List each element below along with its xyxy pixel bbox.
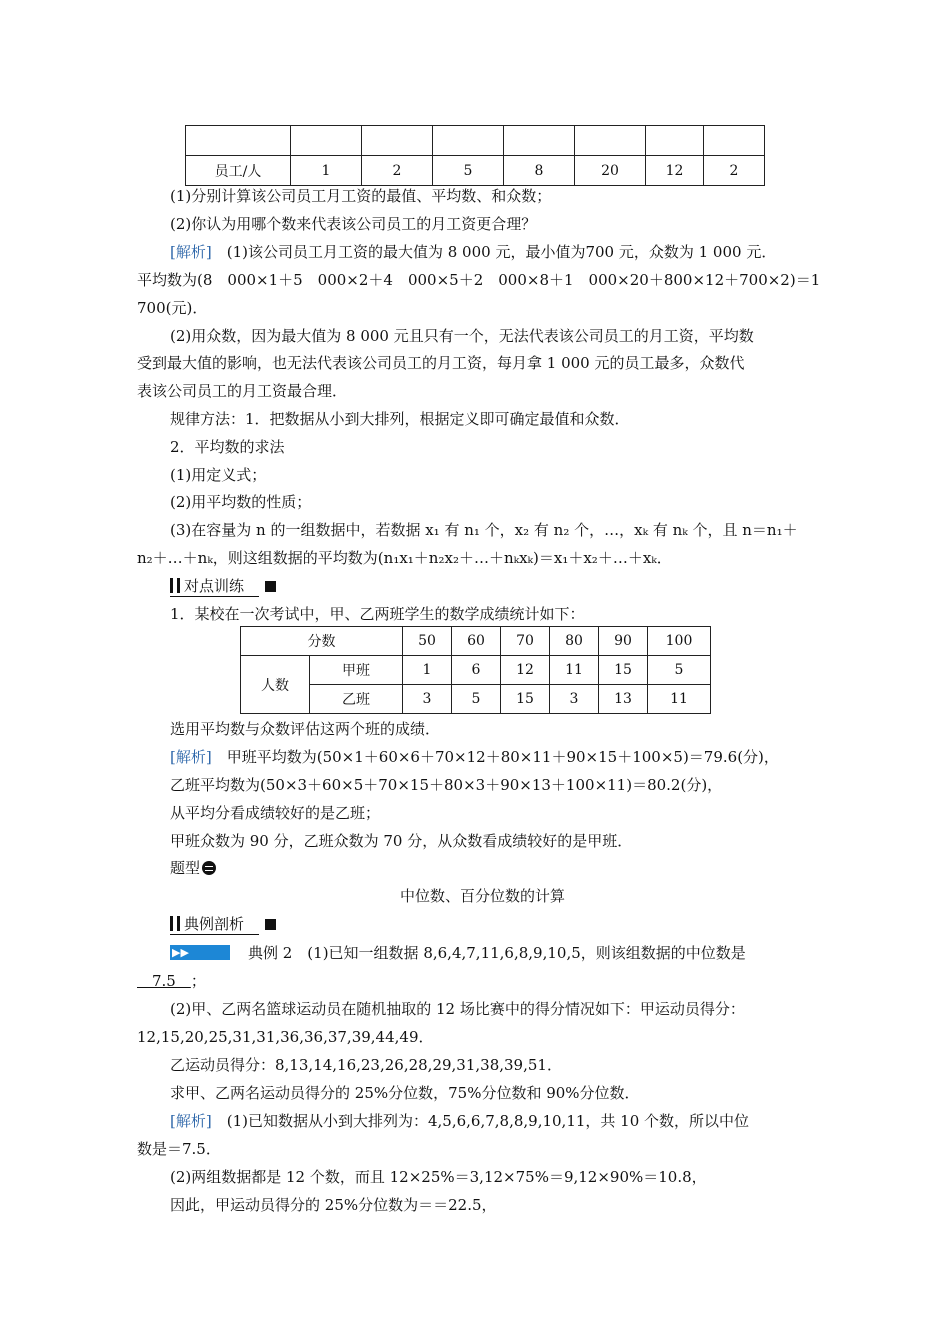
table-cell: 100 [648,627,711,656]
answer-blank: 7.5 [137,972,191,990]
section-header-example [170,914,276,935]
table-cell: 12 [646,156,704,186]
analysis-line [170,747,779,767]
section-title: 中位数、百分位数的计算 [400,887,566,905]
table-cell: 12 [501,656,550,685]
analysis-line: 700(元)． [137,299,208,317]
table-cell: 6 [452,656,501,685]
salary-table [185,125,765,186]
table-row [186,126,765,156]
question-type-label [170,858,216,878]
analysis-line: (2)两组数据都是 12 个数，而且 12×25%＝3,12×75%＝9,12×90%＝10.8， [170,1168,707,1186]
analysis-text: (1)该公司员工月工资的最大值为 8 000 元，最小值为700 元，众数为 1 000 元． [211,243,777,261]
example-line: 典例 2 (1)已知一组数据 8,6,4,7,11,6,8,9,10,5，则该组数据的中位数是 [248,944,746,962]
table-cell: 80 [550,627,599,656]
method-line: (1)用定义式； [170,466,267,484]
method-line: n₂＋…＋nₖ，则这组数据的平均数为(n₁x₁＋n₂x₂＋…＋nₖxₖ)＝x₁＋x₂＋…＋xₖ． [137,549,672,567]
section-header-label: 典例剖析 [184,915,245,933]
table-cell: 90 [599,627,648,656]
method-line: (2)用平均数的性质； [170,493,312,511]
analysis-line: 表该公司员工的月工资最合理． [137,382,348,400]
square-icon [265,581,276,592]
analysis-line: 数是＝7.5． [137,1140,221,1158]
table-cell: 甲班 [310,656,403,685]
bar-icon [170,916,173,931]
example-line: (2)甲、乙两名篮球运动员在随机抽取的 12 场比赛中的得分情况如下：甲运动员得分： [170,1000,745,1018]
table-cell: 15 [501,685,550,714]
analysis-tag: [解析] [170,748,212,766]
table-cell: 20 [575,156,646,186]
analysis-line: (2)用众数，因为最大值为 8 000 元且只有一个，无法代表该公司员工的月工资，平均数 [170,327,754,345]
table-cell: 员工/人 [186,156,291,186]
example-line: 12,15,20,25,31,31,36,36,37,39,44,49． [137,1028,434,1046]
example-line: 求甲、乙两名运动员得分的 25%分位数，75%分位数和 90%分位数． [170,1084,640,1102]
analysis-line [170,1111,749,1131]
square-icon [265,919,276,930]
table-cell: 50 [403,627,452,656]
table-row [241,656,711,685]
table-cell: 1 [403,656,452,685]
table-cell: 5 [433,156,504,186]
table-cell: 乙班 [310,685,403,714]
table-cell: 3 [550,685,599,714]
circled-three-icon [202,861,216,875]
analysis-text: (1)已知数据从小到大排列为：4,5,6,6,7,8,8,9,10,11，共 10 个数，所以中位 [211,1112,750,1130]
section-header-label: 对点训练 [184,577,245,595]
analysis-line: 甲班众数为 90 分，乙班众数为 70 分，从众数看成绩较好的是甲班． [170,832,633,850]
table-cell: 2 [362,156,433,186]
table-cell: 70 [501,627,550,656]
problem-1: 1．某校在一次考试中，甲、乙两班学生的数学成绩统计如下： [170,605,585,623]
table-cell: 11 [550,656,599,685]
analysis-line: 因此，甲运动员得分的 25%分位数为＝＝22.5， [170,1196,497,1214]
analysis-line: 受到最大值的影响，也无法代表该公司员工的月工资，每月拿 1 000 元的员工最多，众数代 [137,354,745,372]
question-1: (1)分别计算该公司员工月工资的最值、平均数、和众数； [170,187,552,205]
analysis-line: 平均数为(8 000×1＋5 000×2＋4 000×5＋2 000×8＋1 000×20＋800×12＋700×2)＝1 [137,271,821,289]
analysis-line [170,242,776,262]
section-header-practice [170,576,276,597]
table-cell: 分数 [241,627,403,656]
bar-icon [177,916,180,931]
table-cell: 人数 [241,656,310,714]
table-cell: 5 [452,685,501,714]
method-line: 2．平均数的求法 [170,438,285,456]
table-cell: 15 [599,656,648,685]
table-cell: 2 [704,156,765,186]
analysis-line: 从平均分看成绩较好的是乙班； [170,804,381,822]
example-answer-line [137,971,206,991]
table-cell: 8 [504,156,575,186]
method-line: (3)在容量为 n 的一组数据中，若数据 x₁ 有 n₁ 个，x₂ 有 n₂ 个，…，xₖ 有 nₖ 个，且 n＝n₁＋ [170,521,798,539]
analysis-line: 乙班平均数为(50×3＋60×5＋70×15＋80×3＋90×13＋100×11)＝80.2(分)， [170,776,723,794]
table-row [186,156,765,186]
table-cell: 13 [599,685,648,714]
table-cell: 11 [648,685,711,714]
analysis-tag: [解析] [170,243,212,261]
table-row [241,627,711,656]
table-cell: 5 [648,656,711,685]
question-type-text: 题型 [170,859,201,877]
example-line: 乙运动员得分：8,13,14,16,23,26,28,29,31,38,39,51． [170,1056,562,1074]
table-cell: 60 [452,627,501,656]
analysis-text: 甲班平均数为(50×1＋60×6＋70×12＋80×11＋90×15＋100×5)＝79.6(分)， [211,748,779,766]
double-arrow-icon: ▶▶ [172,946,189,959]
problem-1-prompt: 选用平均数与众数评估这两个班的成绩． [170,720,441,738]
bar-icon [177,578,180,593]
table-row [241,685,711,714]
table-cell: 1 [291,156,362,186]
analysis-tag: [解析] [170,1112,212,1130]
table-cell: 3 [403,685,452,714]
score-table [240,626,711,714]
question-2: (2)你认为用哪个数来代表该公司员工的月工资更合理？ [170,215,537,233]
bar-icon [170,578,173,593]
answer-end: ； [190,972,206,990]
method-line: 规律方法：1．把数据从小到大排列，根据定义即可确定最值和众数． [170,410,630,428]
